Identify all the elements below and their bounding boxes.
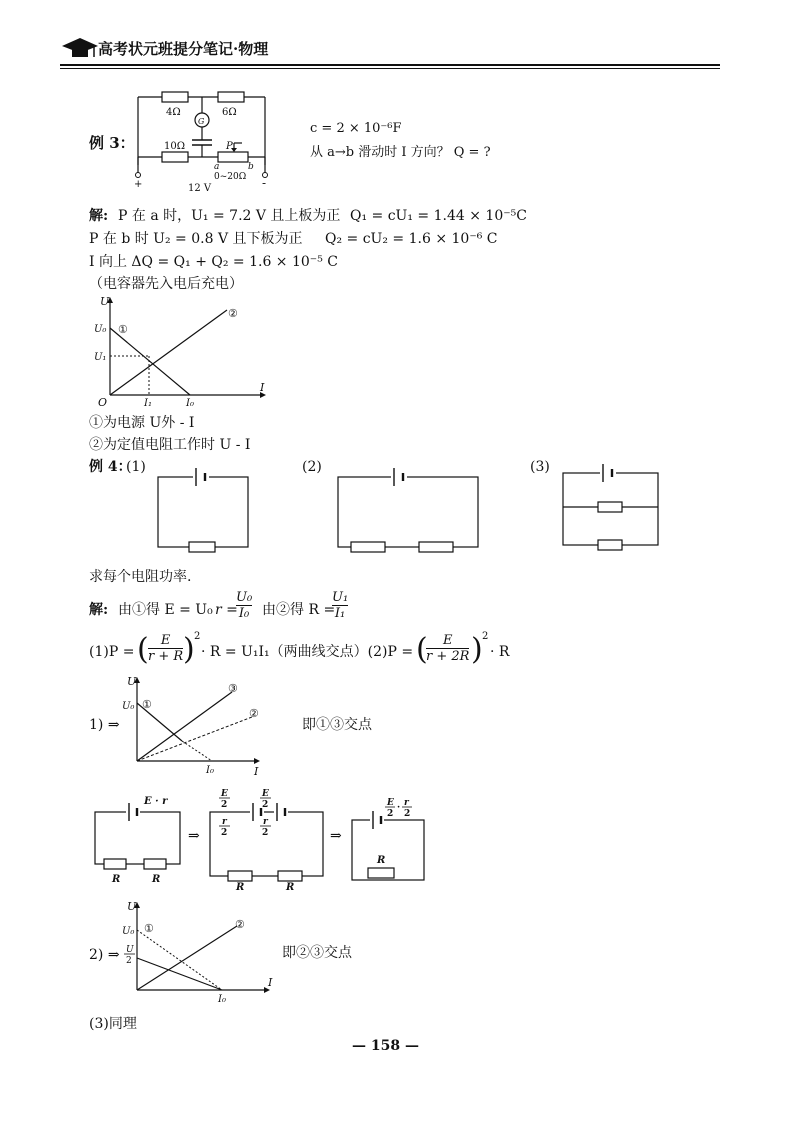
label-rheostat: 0~20Ω <box>214 172 247 182</box>
svg-text:U: U <box>127 675 137 688</box>
sol4-r-eq: r = <box>215 602 238 618</box>
sol3-line3: I 向上 ΔQ = Q₁ + Q₂ = 1.6 × 10⁻⁵ C <box>89 254 338 270</box>
sol4-p1-b: · R = U₁I₁（两曲线交点）(2)P = <box>201 644 414 660</box>
sol4-from2: 由②得 R = <box>262 602 336 618</box>
given-c: c = 2 × 10⁻⁶F <box>310 121 402 136</box>
svg-text:2: 2 <box>262 828 269 838</box>
label-minus: - <box>262 176 267 190</box>
svg-text:I₀: I₀ <box>206 765 214 776</box>
svg-text:I₁: I₁ <box>144 398 152 409</box>
svg-text:U: U <box>126 945 134 955</box>
circuit-1 <box>155 465 255 550</box>
sol4-p2-lparen: ( <box>416 632 428 667</box>
svg-text:①: ① <box>144 922 154 935</box>
sol4-p2-b: · R <box>490 644 510 660</box>
graph1-line1 <box>110 328 190 395</box>
svg-text:O: O <box>98 396 108 409</box>
svg-text:①: ① <box>142 698 152 711</box>
sol4-p1-a: (1)P = <box>89 644 135 660</box>
svg-text:2: 2 <box>221 800 228 810</box>
svg-text:U: U <box>100 295 110 308</box>
svg-text:②: ② <box>228 307 238 320</box>
svg-text:U₀: U₀ <box>122 701 135 712</box>
svg-text:U₁: U₁ <box>94 352 107 363</box>
svg-text:R: R <box>286 882 295 893</box>
svg-text:R: R <box>377 855 386 866</box>
resistor-6ohm <box>218 92 244 102</box>
svg-text:⇒: ⇒ <box>188 828 200 844</box>
question-text: 从 a→b 滑动时 I 方向？ Q = ? <box>310 145 491 160</box>
sol3-prefix: 解: <box>89 208 109 224</box>
label-a: a <box>214 162 220 172</box>
svg-text:I₀: I₀ <box>218 994 226 1005</box>
example4-label: 例 4： <box>89 459 132 475</box>
header-rule-thin <box>60 68 720 69</box>
svg-text:⇒: ⇒ <box>330 828 342 844</box>
circuit-row <box>90 789 450 893</box>
sol3-line2: P 在 b 时 U₂ = 0.8 V 且下板为正 <box>89 231 303 247</box>
note2: ②为定值电阻工作时 U - I <box>89 437 251 453</box>
svg-text:r: r <box>263 817 268 827</box>
page-number: — 158 — <box>352 1038 419 1054</box>
label-b: b <box>248 162 254 172</box>
circuit-3 <box>560 465 670 550</box>
resistor-10ohm <box>162 152 188 162</box>
svg-text:r: r <box>222 817 227 827</box>
label-4ohm: 4Ω <box>166 107 181 118</box>
sol3-line4: （电容器先入电后充电） <box>89 276 243 292</box>
example3-label: 例 3： <box>89 134 135 152</box>
sol4-r-frac: U₀ I₀ <box>236 590 253 621</box>
header-rule <box>60 64 720 66</box>
label-plus: + <box>134 179 143 190</box>
svg-text:I₀: I₀ <box>186 398 194 409</box>
sol3-line1: P 在 a 时，U₁ = 7.2 V 且上板为正 <box>118 208 341 224</box>
graph2-result: 即①③交点 <box>302 717 372 733</box>
sol4-p2-rparen: ) <box>471 632 483 667</box>
sol4-p2-frac: E r + 2R <box>426 633 470 664</box>
sol4-p1-sq: 2 <box>194 631 201 642</box>
svg-text:R: R <box>236 882 245 893</box>
graduation-cap-icon <box>60 36 100 62</box>
svg-text:2: 2 <box>221 828 228 838</box>
svg-text:E: E <box>387 798 394 808</box>
svg-text:U: U <box>127 900 137 913</box>
example4-part1: (1) <box>126 459 146 475</box>
svg-text:I: I <box>268 976 273 989</box>
svg-text:r: r <box>404 798 409 808</box>
sol4-p2-sq: 2 <box>482 631 489 642</box>
sol4-p1-frac: E r + R <box>148 633 184 664</box>
svg-text:I: I <box>254 765 259 778</box>
svg-text:U₀: U₀ <box>94 324 107 335</box>
sol4-from1: 由①得 E = U₀ <box>118 602 213 618</box>
graph3-label: 2) ⇒ <box>89 947 120 963</box>
header-title: 高考状元班提分笔记·物理 <box>98 40 269 58</box>
svg-text:②: ② <box>249 707 259 720</box>
svg-text:②: ② <box>235 918 245 931</box>
resistor-4ohm <box>162 92 188 102</box>
label-g: G <box>198 117 205 126</box>
label-12v: 12 V <box>188 183 212 194</box>
sol4-prefix: 解: <box>89 602 109 618</box>
graph3-line1 <box>137 930 222 990</box>
svg-text:R: R <box>152 874 161 885</box>
svg-text:①: ① <box>118 323 128 336</box>
circuit-2 <box>335 465 485 550</box>
svg-text:③: ③ <box>228 682 238 695</box>
graph3-line2 <box>137 926 237 990</box>
label-p: P <box>226 141 233 152</box>
example3-circuit <box>130 85 290 200</box>
svg-text:E: E <box>221 789 228 799</box>
svg-text:I: I <box>260 381 265 394</box>
rheostat <box>218 152 248 162</box>
label-6ohm: 6Ω <box>222 107 237 118</box>
svg-text:2: 2 <box>404 809 411 819</box>
sol4-R-frac: U₁ I₁ <box>332 590 349 621</box>
svg-text:U₀: U₀ <box>122 926 135 937</box>
sol4-p1-lparen: ( <box>137 632 149 667</box>
sol4-p1-rparen: ) <box>183 632 195 667</box>
sol3-line1-q: Q₁ = cU₁ = 1.44 × 10⁻⁵C <box>350 208 527 224</box>
label-10ohm: 10Ω <box>164 141 186 152</box>
graph2 <box>122 675 272 778</box>
svg-text:R: R <box>112 874 121 885</box>
svg-text:E: E <box>262 789 269 799</box>
graph1 <box>92 295 272 410</box>
svg-text:2: 2 <box>387 809 394 819</box>
graph3-result: 即②③交点 <box>282 945 352 961</box>
example4-task: 求每个电阻功率. <box>89 569 192 585</box>
example4-part2: (2) <box>302 459 322 475</box>
tail-text: (3)同理 <box>89 1016 137 1032</box>
graph3 <box>122 900 272 1005</box>
graph2-line2 <box>137 717 252 761</box>
example4-part3: (3) <box>530 459 550 475</box>
svg-text:E · r: E · r <box>144 796 168 807</box>
note1: ①为电源 U外 - I <box>89 415 195 431</box>
svg-text:2: 2 <box>126 956 132 966</box>
header <box>60 34 720 66</box>
graph2-label: 1) ⇒ <box>89 717 120 733</box>
svg-text:·: · <box>397 803 401 813</box>
svg-text:2: 2 <box>262 800 269 810</box>
sol3-line2-q: Q₂ = cU₂ = 1.6 × 10⁻⁶ C <box>325 231 498 247</box>
